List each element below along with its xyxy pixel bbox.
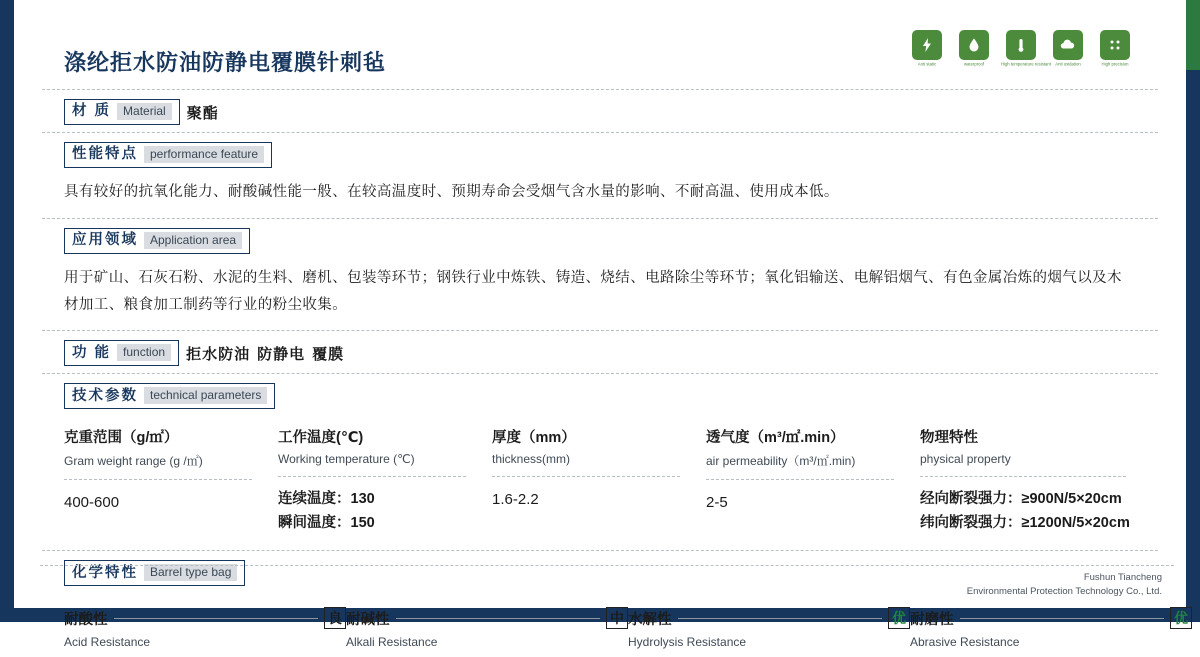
chemical-item-top: [346, 607, 628, 629]
chemical-label-cn: 耐碱性: [346, 611, 390, 628]
param-title-cn: 克重范围（g/㎡）: [64, 430, 179, 447]
section-label-cn: 应用领域: [72, 232, 138, 249]
feature-high-precision: [1098, 30, 1132, 66]
chemical-label-cn: 耐磨性: [910, 611, 954, 628]
param-title-en: Working temperature (℃): [278, 452, 415, 467]
right-green-accent: [1186, 0, 1200, 70]
feature-caption: Anti oxidation: [1055, 62, 1081, 67]
chemical-grade-badge: 优: [1170, 607, 1192, 629]
page-title: 涤纶拒水防油防静电覆膜针刺毡: [64, 50, 387, 75]
technical-parameters-table: [38, 416, 1162, 550]
section-label-en: Application area: [144, 232, 242, 249]
company-name-line2: Environmental Protection Technology Co., Ltd.: [966, 586, 1162, 598]
param-column: [278, 426, 492, 536]
param-title-en: air permeability（m³/㎡.min): [706, 454, 856, 469]
company-footer: [967, 571, 1162, 600]
chemical-rule: [678, 618, 883, 619]
feature-waterproof: [957, 30, 991, 66]
feature-high-temperature-resistant: [1000, 30, 1051, 67]
section-label-function: [64, 340, 179, 366]
chemical-label-en: Abrasive Resistance: [910, 635, 1020, 650]
section-label-cn: 性能特点: [72, 146, 138, 163]
content-area: [14, 0, 1188, 650]
param-column: [706, 426, 920, 536]
param-title-cn: 厚度（mm）: [492, 430, 576, 447]
param-value: 经向断裂强力：≥900N/5×20cm: [920, 491, 1122, 508]
chemical-label-en: Alkali Resistance: [346, 635, 438, 650]
chemical-item-top: [910, 607, 1192, 629]
function-value-2: 防静电: [257, 345, 306, 363]
chemical-grade-badge: 良: [324, 607, 346, 629]
chemical-rule: [960, 618, 1165, 619]
footer-divider: [40, 565, 1174, 566]
section-material: [38, 90, 1162, 132]
chemical-label-en: Acid Resistance: [64, 635, 151, 650]
section-label-cn: 化学特性: [72, 564, 138, 581]
param-title-en: physical property: [920, 452, 1011, 467]
param-title-cn: 物理特性: [920, 430, 978, 447]
param-value: 1.6-2.2: [492, 491, 539, 509]
param-column: [920, 426, 1152, 536]
param-title-cn: 工作温度(℃): [278, 430, 364, 447]
param-value: 400-600: [64, 494, 120, 512]
chemical-item: [64, 607, 346, 649]
header: [38, 24, 1162, 89]
param-title-cn: 透气度（m³/㎡.min）: [706, 430, 845, 447]
chemical-rule: [114, 618, 319, 619]
chemical-item-top: [628, 607, 910, 629]
waterproof-icon: [959, 30, 989, 60]
chemical-item: [628, 607, 910, 649]
param-divider: [492, 476, 680, 477]
param-divider: [706, 479, 894, 480]
section-label-cn: 功 能: [72, 344, 112, 361]
section-label-application: [64, 228, 250, 254]
anti-oxidation-icon: [1053, 30, 1083, 60]
param-value: 纬向断裂强力：≥1200N/5×20cm: [920, 515, 1130, 532]
application-text: 用于矿山、石灰石粉、水泥的生料、磨机、包装等环节；钢铁行业中炼铁、铸造、烧结、电路除尘等环节；氧化铝输送、电解铝烟气、有色金属冶炼的烟气以及木材加工、粮食加工制药等行业的粉尘收集。: [64, 269, 1122, 313]
chemical-rule: [396, 618, 601, 619]
feature-caption: High precision: [1101, 62, 1129, 67]
section-label-en: technical parameters: [144, 387, 267, 404]
chemical-grade-badge: 中: [606, 607, 628, 629]
performance-text: 具有较好的抗氧化能力、耐酸碱性能一般、在较高温度时、预期寿命会受烟气含水量的影响、不耐高温、使用成本低。: [64, 184, 839, 200]
high-temperature-resistant-icon: [1006, 30, 1036, 60]
section-label-technical: [64, 383, 275, 409]
section-label-cn: 技术参数: [72, 387, 138, 404]
right-blue-accent: [1186, 70, 1200, 622]
param-title-en: Gram weight range (g /㎡): [64, 454, 203, 469]
section-performance: [38, 133, 1162, 175]
left-decorative-bar: [0, 0, 14, 622]
chemical-item: [346, 607, 628, 649]
param-divider: [920, 476, 1126, 477]
param-divider: [64, 479, 252, 480]
feature-anti-static: [910, 30, 944, 66]
param-value: 2-5: [706, 494, 728, 512]
chemical-item: [910, 607, 1192, 649]
chemical-properties-row: [38, 593, 1188, 657]
section-label-cn: 材 质: [72, 103, 112, 120]
param-column: [64, 426, 278, 536]
param-divider: [278, 476, 466, 477]
section-label-en: performance feature: [144, 146, 264, 163]
anti-static-icon: [912, 30, 942, 60]
section-function: [38, 331, 1162, 373]
chemical-grade-badge: 优: [888, 607, 910, 629]
feature-icon-strip: [910, 24, 1162, 66]
company-name-line1: Fushun Tiancheng: [1083, 571, 1162, 583]
material-value: 聚酯: [186, 104, 219, 122]
section-label-en: Barrel type bag: [144, 564, 237, 581]
param-value: 瞬间温度：150: [278, 515, 375, 532]
feature-anti-oxidation: [1051, 30, 1085, 66]
function-value-1: 拒水防油: [186, 345, 251, 363]
section-label-material: [64, 99, 180, 125]
chemical-item-top: [64, 607, 346, 629]
param-value: 连续温度：130: [278, 491, 375, 508]
function-value-3: 覆膜: [312, 345, 345, 363]
section-application: [38, 219, 1162, 261]
chemical-label-en: Hydrolysis Resistance: [628, 635, 747, 650]
chemical-label-cn: 耐酸性: [64, 611, 108, 628]
section-label-en: function: [117, 344, 171, 361]
section-technical: [38, 374, 1162, 416]
chemical-label-cn: 水解性: [628, 611, 672, 628]
feature-caption: High temperature resistant: [1000, 62, 1051, 67]
param-title-en: thickness(mm): [492, 452, 571, 467]
feature-caption: waterproof: [963, 62, 985, 67]
high-precision-icon: [1100, 30, 1130, 60]
feature-caption: Anti static: [917, 62, 937, 67]
section-label-performance: [64, 142, 272, 168]
section-label-en: Material: [117, 103, 172, 120]
param-column: [492, 426, 706, 536]
